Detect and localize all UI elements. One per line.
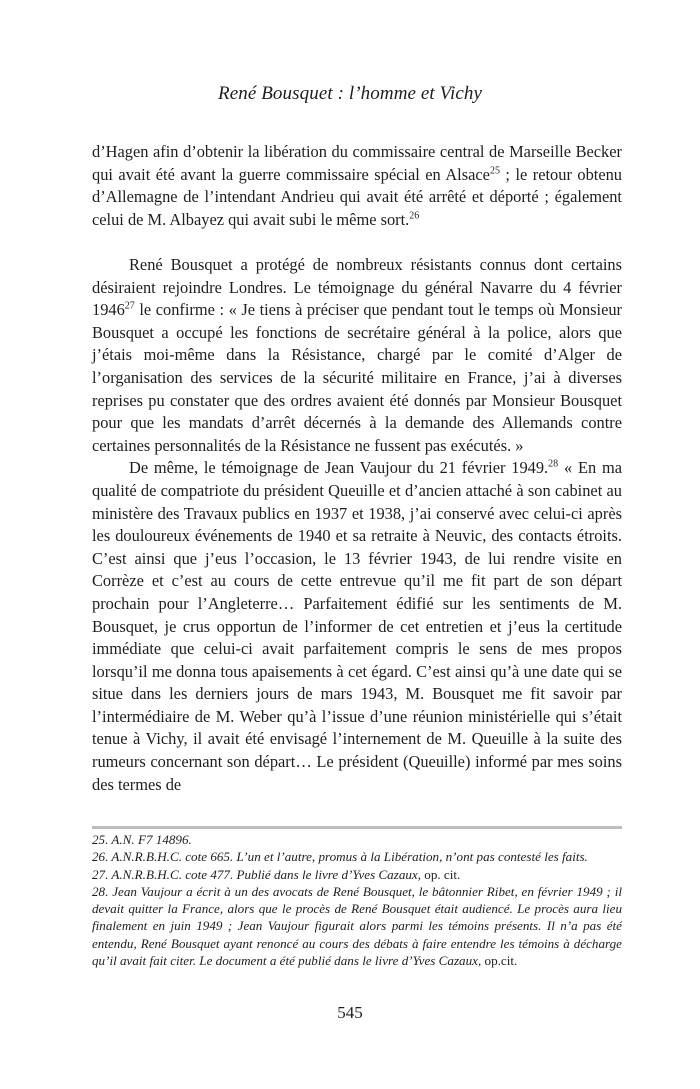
- body-text: René Bousquet a protégé de nombreux résistants connus dont certains désiraient rejoindre Londres. Le témoignage du général Navarre du 4 février 1946: [92, 255, 622, 320]
- footnote-ref-27[interactable]: 27: [124, 300, 135, 312]
- footnote-ref-28[interactable]: 28: [548, 458, 559, 470]
- running-header: René Bousquet : l’homme et Vichy: [218, 83, 482, 104]
- footnotes: [92, 831, 622, 969]
- footnote-ref-26[interactable]: 26: [409, 210, 420, 222]
- footnote-text: 26. A.N.R.B.H.C. cote 665. L’un et l’autre, promus à la Libération, n’ont pas contesté les faits.: [92, 849, 588, 865]
- footnote-26: [92, 848, 622, 865]
- body-text: le confirme : « Je tiens à préciser que pendant tout le temps où Monsieur Bousquet a occupé les fonctions de secrétaire général à la police, alors que j’étais moi-même dans la Résistance, chargé par le comité d’Alger de l’organisation des services de la sécurité militaire en France, j’ai à diverses reprises pu constater que des ordres avaient été donnés par Monsieur Bousquet pour que les mandats d’arrêt décernés à la demande des Allemands contre certaines personnalités de la Résistance ne fussent pas exécutés. »: [92, 300, 622, 455]
- footnote-text: 25. A.N. F7 14896.: [92, 832, 192, 847]
- footnote-citation: op.cit.: [484, 953, 518, 969]
- footnote-ref-25[interactable]: 25: [489, 165, 500, 177]
- footnote-text: 27. A.N.R.B.H.C. cote 477. Publié dans le livre d’Yves Cazaux,: [92, 866, 425, 882]
- main-text-block: [92, 254, 622, 796]
- footnote-25: [92, 831, 622, 848]
- paragraph-vaujour: [92, 457, 622, 796]
- footnote-27: [92, 866, 622, 883]
- footnote-text: 28. Jean Vaujour a écrit à un des avocats de René Bousquet, le bâtonnier Ribet, en février 1949 ; il devait quitter la France, alors que le procès de René Bousquet était audiencé. Le procès aura lieu finalement en juin 1949 ; Jean Vaujour figurait alors parmi les témoins présents. Il n’a pas été entendu, René Bousquet ayant renoncé au cours des débats à faire entendre les témoins à décharge qu’il avait fait citer. Le document a été publié dans le livre d’Yves Cazaux,: [92, 883, 622, 969]
- body-text: ; le retour obtenu d’Allemagne de l’intendant Andrieu qui avait été arrêté et déporté ; également celui de M. Albayez qui avait subi le même sort.: [92, 164, 622, 229]
- body-text: d’Hagen afin d’obtenir la libération du commissaire central de Marseille Becker qui avait été avant la guerre commissaire spécial en Alsace: [92, 142, 622, 184]
- body-text: « En ma qualité de compatriote du président Queuille et d’ancien attaché à son cabinet au ministère des Travaux publics en 1937 et 1938, j’ai conservé avec celui-ci après les douloureux événements de 1940 et sa retraite à Neuvic, des contacts étroits. C’est ainsi que j’eus l’occasion, le 13 février 1943, de lui rendre visite en Corrèze et c’est au cours de cette entrevue qu’il me fit part de son départ prochain pour l’Angleterre… Parfaitement édifié sur les sentiments de M. Bousquet, je crus opportun de l’informer de cet entretien et j’eus la certitude immédiate que celui-ci avait parfaitement compris le sens de mes propos lorsqu’il me donna tous apaisements à cet égard. C’est ainsi qu’à une date qui se situe dans les derniers jours de mars 1943, M. Bousquet me fit savoir par l’intermédiaire de M. Weber qu’à l’issue d’une réunion ministérielle qui s’était tenue à Vichy, il avait été envisagé l’internement de M. Queuille à la suite des rumeurs concernant son départ… Le président (Queuille) informé par mes soins des termes de: [92, 458, 622, 794]
- page-number: 545: [337, 1003, 363, 1022]
- footnote-citation: op. cit.: [424, 866, 461, 882]
- footnote-28: [92, 883, 622, 969]
- paragraph-continuation: [92, 141, 622, 231]
- body-text: De même, le témoignage de Jean Vaujour du 21 février 1949.: [129, 458, 549, 478]
- footnote-separator: [92, 826, 622, 829]
- paragraph-navarre: [92, 254, 622, 457]
